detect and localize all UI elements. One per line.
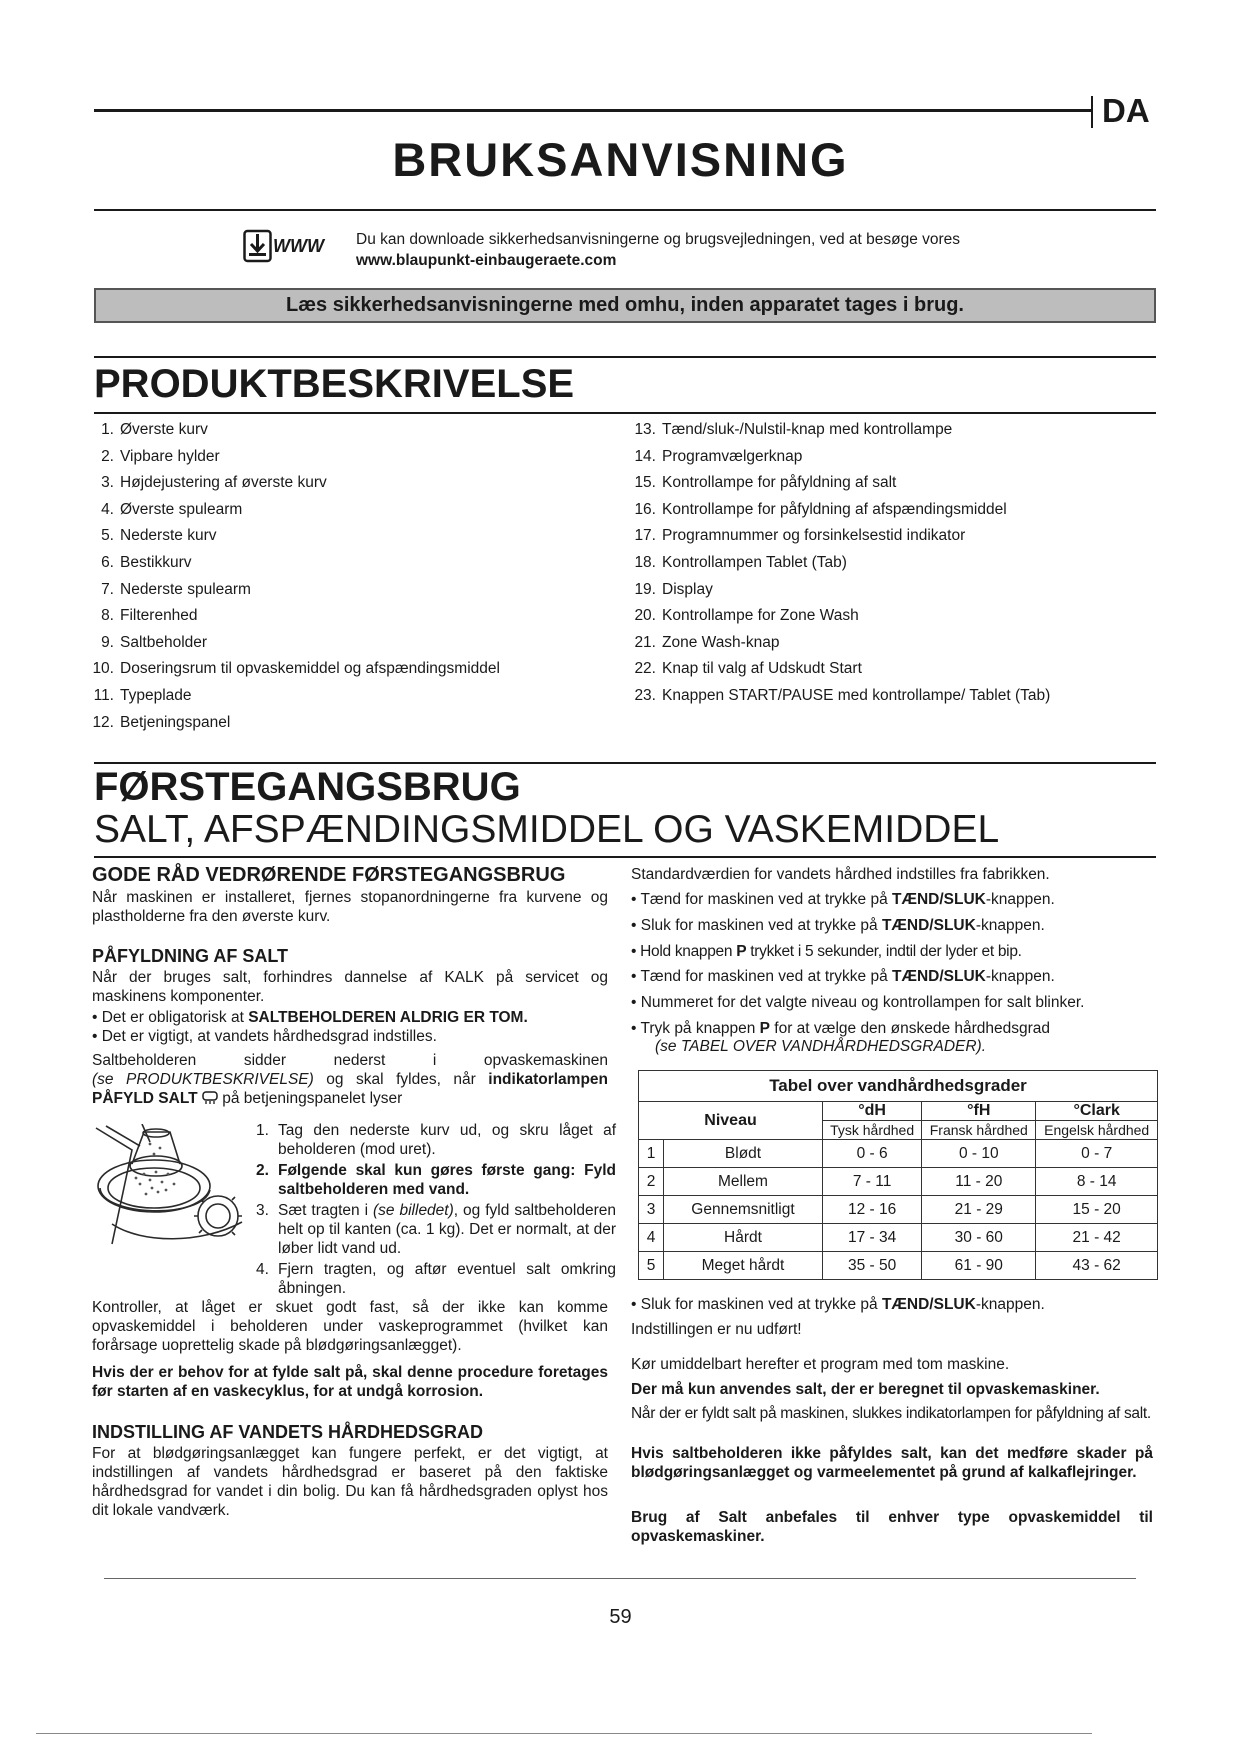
list-item: 4. Fjern tragten, og aftør eventuel salt omkring åbningen. [256, 1261, 616, 1297]
list-item: 22. Knap til valg af Udskudt Start [634, 660, 862, 678]
salt-heading: PÅFYLDNING AF SALT [92, 946, 288, 966]
table-row: 1 Blødt 0 - 6 0 - 10 0 - 7 [639, 1140, 1158, 1168]
table-header-level: Niveau [639, 1102, 823, 1140]
list-item: 19. Display [634, 580, 713, 598]
setup-bullet-2: • Sluk for maskinen ved at trykke på TÆND/SLUK-knappen. [631, 917, 1045, 934]
table-row: 2 Mellem 7 - 11 11 - 20 8 - 14 [639, 1168, 1158, 1196]
list-item: 17. Programnummer og forsinkelsestid indikator [634, 527, 966, 545]
run-empty-text: Kør umiddelbart herefter et program med tom maskine. [631, 1356, 1010, 1373]
download-link[interactable]: www.blaupunkt-einbaugeraete.com [356, 252, 617, 269]
list-item: 21. Zone Wash-knap [634, 633, 780, 651]
list-item: 18. Kontrollampen Tablet (Tab) [634, 553, 847, 571]
product-parts-list-right [630, 417, 1050, 710]
salt-lamp-icon [202, 1091, 218, 1105]
table-row: 3 Gennemsnitligt 12 - 16 21 - 29 15 - 20 [639, 1196, 1158, 1224]
table-caption: Tabel over vandhårdhedsgrader [639, 1071, 1158, 1102]
footer-rule [104, 1578, 1136, 1579]
list-item: 10. Doseringsrum til opvaskemiddel og afspændingsmiddel [92, 660, 500, 678]
damage-warning: Hvis saltbeholderen ikke påfyldes salt, kan det medføre skader på blødgøringsanlægget og varmeelementet på grund af kalkaflejringer. [631, 1445, 1153, 1481]
salt-intro: Når der bruges salt, forhindres dannelse af KALK på servicet og maskinens komponenter. [92, 969, 608, 1005]
hardness-table [638, 1070, 1158, 1280]
download-text: Du kan downloade sikkerhedsanvisningerne og brugsvejledningen, ved at besøge vores [356, 231, 961, 248]
list-item: 15. Kontrollampe for påfyldning af salt [634, 474, 897, 492]
language-code: DA [1102, 92, 1150, 129]
header-rule [94, 109, 1092, 112]
hardness-heading: INDSTILLING AF VANDETS HÅRDHEDSGRAD [92, 1422, 483, 1442]
done-text: Indstillingen er nu udført! [631, 1321, 802, 1338]
page-number: 59 [609, 1606, 632, 1628]
table-header-dh: °dH [823, 1102, 922, 1121]
table-header-fh: °fH [922, 1102, 1036, 1121]
list-item: 16. Kontrollampe for påfyldning af afspændingsmiddel [634, 500, 1007, 518]
title-underline [94, 209, 1156, 211]
safety-notice: Læs sikkerhedsanvisningerne med omhu, inden apparatet tages i brug. [94, 288, 1156, 323]
recommend-text: Brug af Salt anbefales til enhver type opvaskemiddel til opvaskemaskiner. [631, 1509, 1153, 1545]
bottom-rule [36, 1733, 1092, 1734]
list-item: 1. Tag den nederste kurv ud, og skru låget af beholderen (mod uret). [256, 1122, 616, 1158]
lamp-off-text: Når der er fyldt salt på maskinen, slukkes indikatorlampen for påfyldning af salt. [631, 1405, 1151, 1422]
refill-warning: Hvis der er behov for at fylde salt på, skal denne procedure foretages før starten af en vaskecyklus, for at undgå korrosion. [92, 1364, 608, 1400]
list-item: 14. Programvælgerknap [634, 447, 803, 465]
section-rule-product [94, 356, 1156, 358]
product-parts-list-left [88, 417, 500, 736]
salt-bullet-1: • Det er obligatorisk at SALTBEHOLDEREN ALDRIG ER TOM. [92, 1009, 528, 1026]
list-item: 6. Bestikkurv [101, 553, 192, 571]
table-subheader-dh: Tysk hårdhed [823, 1121, 922, 1140]
list-item: 9. Saltbeholder [101, 633, 208, 651]
table-subheader-clark: Engelsk hårdhed [1036, 1121, 1158, 1140]
salt-steps [256, 1121, 616, 1300]
list-item: 3. Sæt tragten i (se billedet), og fyld saltbeholderen helt op til kanten (ca. 1 kg). Det er normalt, at der løber lidt vand ud. [256, 1202, 617, 1257]
list-item: 4. Øverste spulearm [101, 500, 243, 518]
setup-bullet-note: (se TABEL OVER VANDHÅRDHEDSGRADER). [655, 1038, 987, 1055]
standard-value-text: Standardværdien for vandets hårdhed indstilles fra fabrikken. [631, 866, 1050, 883]
list-item: 5. Nederste kurv [101, 527, 217, 545]
setup-bullet-4: • Tænd for maskinen ved at trykke på TÆND/SLUK-knappen. [631, 968, 1055, 985]
salt-bullet-2: • Det er vigtigt, at vandets hårdhedsgrad indstilles. [92, 1028, 437, 1045]
download-www-label: WWW [273, 236, 324, 256]
setup-bullet-5: • Nummeret for det valgte niveau og kontrollampen for salt blinker. [631, 994, 1085, 1011]
page-title: BRUKSANVISNING [392, 133, 849, 186]
table-subheader-fh: Fransk hårdhed [922, 1121, 1036, 1140]
language-separator [1091, 96, 1093, 128]
list-item: 1. Øverste kurv [101, 421, 208, 438]
list-item: 11. Typeplade [93, 686, 192, 704]
tips-heading: GODE RÅD VEDRØRENDE FØRSTEGANGSBRUG [92, 864, 566, 886]
salt-location: Saltbeholderen sidder nederst i opvaskemaskinen (se PRODUKTBESKRIVELSE) og skal fyldes, når indikatorlampen PÅFYLD SALT på betjeningspanelet lyser [92, 1052, 608, 1107]
list-item: 20. Kontrollampe for Zone Wash [634, 607, 859, 625]
table-header-clark: °Clark [1036, 1102, 1158, 1121]
salt-funnel-illustration [92, 1124, 248, 1258]
first-use-title: FØRSTEGANGSBRUG [94, 765, 521, 809]
section-underline-first-use [94, 856, 1156, 858]
product-description-title: PRODUKTBESKRIVELSE [94, 362, 575, 406]
check-lid-text: Kontroller, at låget er skuet godt fast, så der ikke kan komme opvaskemiddel i beholderen under vaskeprogrammet (hvilket kan forårsage uoprettelig skade på blødgøringsanlægget). [92, 1299, 608, 1354]
list-item: 23. Knappen START/PAUSE med kontrollampe/ Tablet (Tab) [634, 686, 1051, 704]
setup-bullet-1: • Tænd for maskinen ved at trykke på TÆND/SLUK-knappen. [631, 891, 1055, 908]
after-table-bullet: • Sluk for maskinen ved at trykke på TÆND/SLUK-knappen. [631, 1296, 1045, 1313]
section-rule-first-use [94, 762, 1156, 764]
download-www-icon [243, 228, 327, 268]
table-row: 5 Meget hårdt 35 - 50 61 - 90 43 - 62 [639, 1252, 1158, 1280]
list-item: 8. Filterenhed [101, 607, 198, 625]
list-item: 2. Vipbare hylder [101, 447, 220, 465]
section-underline-product [94, 412, 1156, 414]
salt-only-text: Der må kun anvendes salt, der er beregnet til opvaskemaskiner. [631, 1381, 1100, 1398]
list-item: 3. Højdejustering af øverste kurv [101, 474, 327, 492]
list-item: 7. Nederste spulearm [101, 580, 251, 598]
setup-bullet-3: • Hold knappen P trykket i 5 sekunder, indtil der lyder et bip. [631, 943, 1022, 960]
setup-bullet-6: • Tryk på knappen P for at vælge den ønskede hårdhedsgrad [631, 1020, 1051, 1037]
table-row: 4 Hårdt 17 - 34 30 - 60 21 - 42 [639, 1224, 1158, 1252]
list-item: 2. Følgende skal kun gøres første gang: Fyld saltbeholderen med vand. [256, 1162, 616, 1198]
list-item: 13. Tænd/sluk-/Nulstil-knap med kontrollampe [634, 421, 953, 438]
list-item: 12. Betjeningspanel [92, 713, 231, 731]
tips-text: Når maskinen er installeret, fjernes stopanordningerne fra kurvene og plastholderne fra den øverste kurv. [92, 889, 608, 925]
first-use-subtitle: SALT, AFSPÆNDINGSMIDDEL OG VASKEMIDDEL [94, 808, 1000, 851]
hardness-text: For at blødgøringsanlægget kan fungere perfekt, er det vigtigt, at indstillingen af vandets hårdhedsgrad er baseret på den faktiske hårdhedsgrad for vandet i din bolig. Du kan få hårdhedsgraden oplyst hos dit lokale vandværk. [92, 1445, 608, 1519]
download-info [356, 229, 1076, 271]
